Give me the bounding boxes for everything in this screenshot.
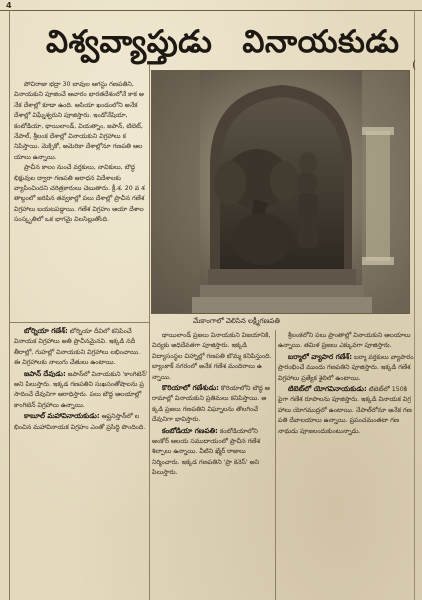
paragraph	[152, 426, 272, 479]
column-divider	[149, 64, 150, 600]
paragraph-text: కొరియాలోని బౌద్ధ ఆరామాల్లో వినాయకుని ప్రతిమలు కనిపిస్తాయి. అక్కడి ప్రజలు గణపతిని విఘ్నాలను తొలగించే దేవునిగా భావిస్తారు.	[152, 385, 270, 424]
paragraph	[14, 369, 148, 412]
photo-caption: మేకాంగాలో వెలిసిన లక్ష్మీగణపతి	[193, 317, 280, 325]
paragraph-text: టిబెట్‌లో 150కి పైగా గణేశ రూపాలను పూజిస్తారు. ఇక్కడి వినాయక విగ్రహాలు యోగముద్రలో ఉంటాయి. నేపాల్‌లోనూ అనేక గణపతి దేవాలయాలు ఉన్నాయి. ప్రపంచమంతటా గణనాథుడు పూజలందుకుంటున్నాడు.	[278, 386, 412, 435]
ganesha-photo	[151, 70, 410, 314]
headline	[46, 24, 400, 60]
paragraph	[14, 326, 148, 369]
paragraph	[14, 411, 148, 433]
headline-word-2: వినాయకుడు	[242, 24, 400, 60]
paragraph-text: బర్మా వర్తకులు వ్యాపారం ప్రారంభించే ముందు గణపతిని పూజిస్తారు. ఇక్కడి గణేశ విగ్రహాలు ప్రత్యేక శైలిలో ఉంటాయి.	[278, 353, 414, 382]
page-number: 4	[6, 1, 12, 10]
subheading: బర్మాలో వ్యాపార గణేశ్:	[288, 352, 353, 361]
paragraph	[152, 383, 272, 426]
right-margin-rule	[414, 10, 415, 600]
subheading: టిబెట్‌లో యోగవినాయకుడు:	[288, 385, 367, 394]
subheading: బోర్నియా గణేశ్:	[24, 327, 68, 335]
paragraph	[278, 384, 414, 437]
subheading: కొరియాలో గణేశుడు:	[162, 384, 219, 393]
subheading: జపాన్ దేవుడు:	[24, 369, 66, 378]
subheading: కంబోడియా గణపతి:	[162, 426, 218, 435]
paragraph-text: థాయిలాండ్ ప్రజలు వినాయకుని విజయానికి, విద్యకు అధిదేవతగా పూజిస్తారు. ఇక్కడి విద్యాసంస్థల చిహ్నాల్లో గణపతి బొమ్మ కనిపిస్తుంది. బ్యాంకాక్ నగరంలో అనేక గణేశ మందిరాలు ఉన్నాయి.	[152, 332, 272, 381]
paragraph-text: బోర్నియా దీవిలో కనిపించే వినాయక విగ్రహాలు అతి ప్రాచీనమైనవి. ఇక్కడి నదీ తీరాల్లో, గుహల్లో వినాయకుని విగ్రహాలు లభించాయి. ఈ విగ్రహాలకు నాలుగు చేతులు ఉంటాయి.	[14, 328, 141, 367]
paragraph	[278, 352, 414, 384]
paragraph: ప్రాచీన కాలం నుంచే వర్తకులు, నావికులు, బౌద్ధ భిక్షువుల ద్వారా గణపతి ఆరాధన విదేశాలకు వ్యాపించిందని చరిత్రకారులు చెబుతారు. క్రీ.శ. 20 వ శతాబ్దంలో జరిపిన తవ్వకాల్లో పలు దేశాల్లో ప్రాచీన గణేశ విగ్రహాలు బయటపడ్డాయి. గణేశ విగ్రహం ఆయా దేశాల సంస్కృతిలో ఒక భాగమై విలసిల్లుతోంది.	[14, 164, 145, 224]
paragraph	[152, 330, 272, 383]
subheading: కాబూల్ మహావినాయకుడు:	[24, 412, 100, 421]
paragraph-text: ఆఫ్ఘనిస్తాన్‌లో లభించిన మహావినాయక విగ్రహం ఎంతో ప్రసిద్ధి పొందింది.	[14, 413, 146, 431]
paragraph-text: కంబోడియాలోని అంకోర్ ఆలయ సముదాయంలో ప్రాచీన గణేశ శిల్పాలు ఉన్నాయి. వీటిని ఖ్మేర్ రాజులు నిర్మించారు. ఇక్కడ గణపతిని 'ప్రా కెనెస్' అని పిలుస్తారు.	[152, 427, 261, 477]
top-rule	[0, 10, 422, 11]
right-column	[278, 330, 414, 600]
ganesha-sculpture-image	[152, 71, 409, 313]
left-column-top	[14, 80, 148, 322]
headline-word-1: విశ్వవ్యాప్తుడు	[46, 24, 213, 60]
column-divider	[275, 330, 276, 600]
paragraph	[278, 330, 414, 352]
edge-mark: (	[412, 58, 417, 71]
paragraph-text: శ్రీలంకలోని పలు ప్రాంతాల్లో వినాయకుని ఆలయాలు ఉన్నాయి. తమిళ ప్రజలు ఎక్కువగా పూజిస్తారు.	[278, 332, 411, 350]
left-column-bottom	[14, 326, 148, 600]
middle-column	[152, 330, 272, 600]
paragraph: పోచిరాజు భద్రా 30 బావుల ఆగస్టు గణపతిని, వినాయకుని పూజించే ఆచారం భారతదేశంలోనే కాక అనేక దేశాల్లో కూడా ఉంది. ఆసియా ఖండంలోని అనేక దేశాల్లో విఘ్నేశ్వరుని పూజిస్తారు. ఇండోనేషియా, కంబోడియా, థాయిలాండ్, వియత్నాం, జపాన్, టిబెట్, నేపాల్, శ్రీలంక దేశాల్లో వినాయకుని విగ్రహాలు కనిపిస్తాయి. మెక్సికో, అమెరికా దేశాల్లోనూ గణపతి ఆలయాలు ఉన్నాయి.	[14, 81, 144, 161]
section-divider	[10, 322, 149, 323]
paragraph-text: జపాన్‌లో వినాయకుని 'కాంగిటెన్' అని పిలుస్తారు. ఇక్కడ గణపతిని సుఖసంతోషాలను ప్రసాదించే దేవునిగా ఆరాధిస్తారు. పలు బౌద్ధ ఆలయాల్లో కాంగిటెన్ విగ్రహాలు ఉన్నాయి.	[14, 370, 148, 409]
left-margin-rule	[9, 10, 10, 600]
